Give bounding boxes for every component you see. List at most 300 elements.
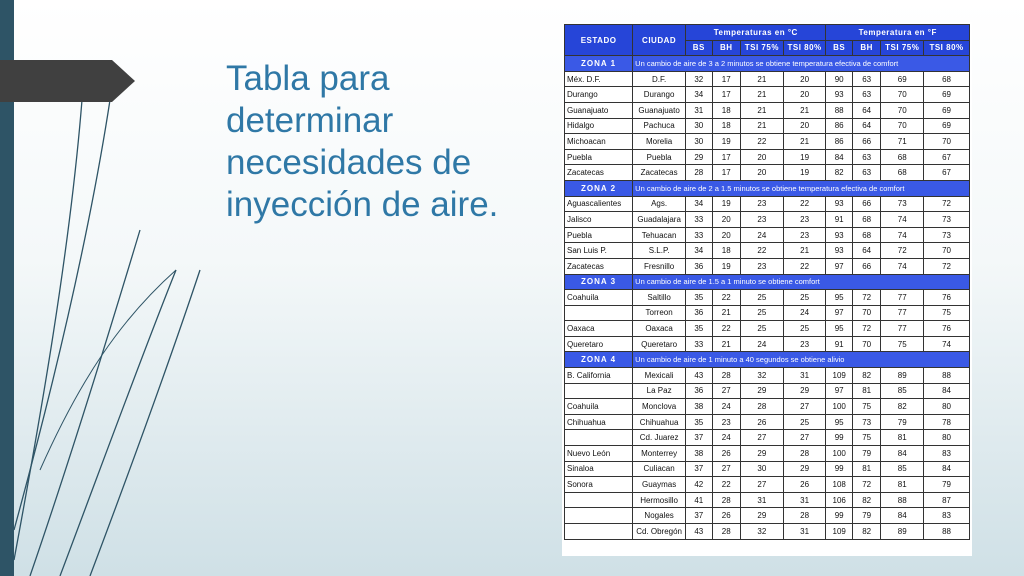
- value-cell: 72: [852, 290, 880, 306]
- estado-cell: Oaxaca: [565, 321, 633, 337]
- ciudad-cell: Zacatecas: [633, 165, 686, 181]
- value-cell: 79: [852, 508, 880, 524]
- table-row: [565, 118, 970, 134]
- value-cell: 33: [686, 212, 712, 228]
- value-cell: 22: [783, 196, 826, 212]
- value-cell: 69: [924, 87, 970, 103]
- value-cell: 35: [686, 414, 712, 430]
- table-row: [565, 87, 970, 103]
- value-cell: 21: [783, 134, 826, 150]
- table-row: [565, 258, 970, 274]
- estado-cell: [565, 383, 633, 399]
- estado-cell: Chihuahua: [565, 414, 633, 430]
- zone-description: Un cambio de aire de 1 minuto a 40 segundos se obtiene alivio: [633, 352, 970, 368]
- value-cell: 29: [686, 149, 712, 165]
- value-cell: 68: [852, 212, 880, 228]
- ciudad-cell: Morelia: [633, 134, 686, 150]
- estado-cell: Queretaro: [565, 336, 633, 352]
- value-cell: 35: [686, 321, 712, 337]
- value-cell: 27: [783, 399, 826, 415]
- value-cell: 74: [881, 227, 924, 243]
- value-cell: 32: [686, 71, 712, 87]
- ciudad-cell: Cd. Obregón: [633, 524, 686, 540]
- value-cell: 68: [924, 71, 970, 87]
- value-cell: 26: [712, 508, 740, 524]
- value-cell: 93: [826, 196, 852, 212]
- value-cell: 20: [783, 118, 826, 134]
- value-cell: 18: [712, 102, 740, 118]
- value-cell: 85: [881, 461, 924, 477]
- zone-description: Un cambio de aire de 2 a 1.5 minutos se obtiene temperatura efectiva de comfort: [633, 180, 970, 196]
- value-cell: 86: [826, 134, 852, 150]
- value-cell: 43: [686, 368, 712, 384]
- subheader-cell: TSI 75%: [741, 40, 784, 56]
- value-cell: 89: [881, 524, 924, 540]
- value-cell: 19: [712, 196, 740, 212]
- value-cell: 23: [783, 336, 826, 352]
- value-cell: 25: [741, 290, 784, 306]
- value-cell: 70: [881, 87, 924, 103]
- ciudad-cell: D.F.: [633, 71, 686, 87]
- value-cell: 29: [783, 383, 826, 399]
- estado-cell: Puebla: [565, 149, 633, 165]
- table-row: [565, 399, 970, 415]
- value-cell: 79: [924, 477, 970, 493]
- ciudad-cell: Guadalajara: [633, 212, 686, 228]
- value-cell: 74: [881, 258, 924, 274]
- zone-row: [565, 180, 970, 196]
- value-cell: 76: [924, 290, 970, 306]
- value-cell: 32: [741, 524, 784, 540]
- ciudad-cell: Tehuacan: [633, 227, 686, 243]
- value-cell: 37: [686, 461, 712, 477]
- value-cell: 21: [712, 336, 740, 352]
- value-cell: 25: [783, 414, 826, 430]
- value-cell: 34: [686, 196, 712, 212]
- value-cell: 42: [686, 477, 712, 493]
- value-cell: 38: [686, 446, 712, 462]
- value-cell: 25: [783, 290, 826, 306]
- zone-row: [565, 274, 970, 290]
- value-cell: 20: [712, 212, 740, 228]
- value-cell: 97: [826, 305, 852, 321]
- value-cell: 73: [881, 196, 924, 212]
- value-cell: 69: [881, 71, 924, 87]
- value-cell: 89: [881, 368, 924, 384]
- estado-cell: Guanajuato: [565, 102, 633, 118]
- value-cell: 77: [881, 321, 924, 337]
- table-row: [565, 165, 970, 181]
- value-cell: 97: [826, 383, 852, 399]
- estado-cell: Michoacan: [565, 134, 633, 150]
- value-cell: 100: [826, 446, 852, 462]
- value-cell: 20: [712, 227, 740, 243]
- value-cell: 73: [924, 212, 970, 228]
- value-cell: 71: [881, 134, 924, 150]
- value-cell: 108: [826, 477, 852, 493]
- table-row: [565, 508, 970, 524]
- estado-cell: San Luis P.: [565, 243, 633, 259]
- table-row: [565, 414, 970, 430]
- value-cell: 36: [686, 305, 712, 321]
- ciudad-cell: La Paz: [633, 383, 686, 399]
- value-cell: 22: [783, 258, 826, 274]
- value-cell: 37: [686, 508, 712, 524]
- subheader-cell: TSI 75%: [881, 40, 924, 56]
- value-cell: 25: [741, 321, 784, 337]
- value-cell: 20: [783, 71, 826, 87]
- value-cell: 73: [852, 414, 880, 430]
- value-cell: 27: [712, 461, 740, 477]
- value-cell: 35: [686, 290, 712, 306]
- table-row: [565, 102, 970, 118]
- value-cell: 80: [924, 430, 970, 446]
- ciudad-cell: Culiacan: [633, 461, 686, 477]
- value-cell: 27: [712, 383, 740, 399]
- value-cell: 93: [826, 243, 852, 259]
- value-cell: 76: [924, 321, 970, 337]
- value-cell: 18: [712, 243, 740, 259]
- value-cell: 27: [783, 430, 826, 446]
- value-cell: 63: [852, 87, 880, 103]
- zone-label: ZONA 3: [565, 274, 633, 290]
- value-cell: 70: [881, 118, 924, 134]
- value-cell: 27: [741, 430, 784, 446]
- estado-cell: Sonora: [565, 477, 633, 493]
- table-row: [565, 243, 970, 259]
- value-cell: 41: [686, 492, 712, 508]
- value-cell: 68: [881, 165, 924, 181]
- value-cell: 23: [741, 258, 784, 274]
- estado-cell: Zacatecas: [565, 258, 633, 274]
- value-cell: 91: [826, 336, 852, 352]
- value-cell: 19: [712, 134, 740, 150]
- slide-title: Tabla para determinar necesidades de inyección de aire.: [226, 59, 499, 224]
- value-cell: 109: [826, 368, 852, 384]
- value-cell: 75: [852, 430, 880, 446]
- value-cell: 64: [852, 118, 880, 134]
- value-cell: 68: [852, 227, 880, 243]
- value-cell: 28: [712, 368, 740, 384]
- estado-cell: Nuevo León: [565, 446, 633, 462]
- value-cell: 31: [686, 102, 712, 118]
- value-cell: 29: [783, 461, 826, 477]
- value-cell: 79: [881, 414, 924, 430]
- subheader-cell: BH: [712, 40, 740, 56]
- value-cell: 77: [881, 290, 924, 306]
- value-cell: 72: [924, 196, 970, 212]
- value-cell: 28: [783, 508, 826, 524]
- estado-cell: Hidalgo: [565, 118, 633, 134]
- value-cell: 21: [783, 102, 826, 118]
- ciudad-cell: Durango: [633, 87, 686, 103]
- value-cell: 26: [741, 414, 784, 430]
- estado-cell: [565, 430, 633, 446]
- ciudad-cell: S.L.P.: [633, 243, 686, 259]
- value-cell: 75: [881, 336, 924, 352]
- value-cell: 80: [924, 399, 970, 415]
- value-cell: 24: [741, 227, 784, 243]
- value-cell: 109: [826, 524, 852, 540]
- value-cell: 28: [712, 492, 740, 508]
- estado-cell: Sinaloa: [565, 461, 633, 477]
- value-cell: 36: [686, 258, 712, 274]
- value-cell: 68: [881, 149, 924, 165]
- value-cell: 84: [924, 461, 970, 477]
- value-cell: 82: [881, 399, 924, 415]
- value-cell: 26: [712, 446, 740, 462]
- value-cell: 84: [924, 383, 970, 399]
- estado-cell: [565, 305, 633, 321]
- ciudad-cell: Monterrey: [633, 446, 686, 462]
- ciudad-cell: Mexicali: [633, 368, 686, 384]
- estado-cell: Coahuila: [565, 399, 633, 415]
- value-cell: 83: [924, 446, 970, 462]
- value-cell: 90: [826, 71, 852, 87]
- value-cell: 38: [686, 399, 712, 415]
- value-cell: 100: [826, 399, 852, 415]
- value-cell: 24: [712, 430, 740, 446]
- value-cell: 29: [741, 508, 784, 524]
- value-cell: 20: [741, 165, 784, 181]
- value-cell: 99: [826, 508, 852, 524]
- value-cell: 24: [741, 336, 784, 352]
- table-row: [565, 134, 970, 150]
- ciudad-cell: Guaymas: [633, 477, 686, 493]
- ciudad-cell: Torreon: [633, 305, 686, 321]
- value-cell: 99: [826, 430, 852, 446]
- table-header-row: [565, 25, 970, 41]
- estado-cell: [565, 508, 633, 524]
- estado-cell: B. California: [565, 368, 633, 384]
- value-cell: 25: [783, 321, 826, 337]
- value-cell: 84: [826, 149, 852, 165]
- value-cell: 67: [924, 149, 970, 165]
- value-cell: 28: [686, 165, 712, 181]
- value-cell: 66: [852, 134, 880, 150]
- value-cell: 17: [712, 149, 740, 165]
- value-cell: 25: [741, 305, 784, 321]
- value-cell: 88: [881, 492, 924, 508]
- value-cell: 29: [741, 446, 784, 462]
- value-cell: 23: [783, 227, 826, 243]
- ciudad-cell: Queretaro: [633, 336, 686, 352]
- value-cell: 69: [924, 118, 970, 134]
- value-cell: 23: [712, 414, 740, 430]
- value-cell: 88: [924, 368, 970, 384]
- value-cell: 22: [712, 290, 740, 306]
- ciudad-cell: Saltillo: [633, 290, 686, 306]
- estado-cell: Méx. D.F.: [565, 71, 633, 87]
- subheader-cell: BS: [686, 40, 712, 56]
- value-cell: 26: [783, 477, 826, 493]
- estado-cell: Coahuila: [565, 290, 633, 306]
- table-row: [565, 71, 970, 87]
- ciudad-cell: Guanajuato: [633, 102, 686, 118]
- value-cell: 21: [712, 305, 740, 321]
- table-row: [565, 524, 970, 540]
- table-row: [565, 446, 970, 462]
- value-cell: 31: [741, 492, 784, 508]
- value-cell: 43: [686, 524, 712, 540]
- ciudad-cell: Ags.: [633, 196, 686, 212]
- value-cell: 72: [881, 243, 924, 259]
- value-cell: 78: [924, 414, 970, 430]
- subheader-cell: TSI 80%: [924, 40, 970, 56]
- table-row: [565, 368, 970, 384]
- estado-cell: Aguascalientes: [565, 196, 633, 212]
- value-cell: 81: [881, 477, 924, 493]
- value-cell: 21: [783, 243, 826, 259]
- value-cell: 70: [881, 102, 924, 118]
- table-row: [565, 383, 970, 399]
- value-cell: 17: [712, 71, 740, 87]
- value-cell: 95: [826, 321, 852, 337]
- value-cell: 28: [712, 524, 740, 540]
- value-cell: 21: [741, 102, 784, 118]
- value-cell: 97: [826, 258, 852, 274]
- zone-label: ZONA 2: [565, 180, 633, 196]
- value-cell: 22: [741, 243, 784, 259]
- table-row: [565, 461, 970, 477]
- value-cell: 24: [712, 399, 740, 415]
- estado-cell: [565, 524, 633, 540]
- value-cell: 79: [852, 446, 880, 462]
- value-cell: 21: [741, 118, 784, 134]
- value-cell: 70: [924, 134, 970, 150]
- ciudad-cell: Oaxaca: [633, 321, 686, 337]
- value-cell: 22: [741, 134, 784, 150]
- value-cell: 28: [741, 399, 784, 415]
- value-cell: 93: [826, 87, 852, 103]
- table-row: [565, 430, 970, 446]
- value-cell: 34: [686, 87, 712, 103]
- value-cell: 86: [826, 118, 852, 134]
- title-tab-marker: [0, 60, 135, 102]
- value-cell: 23: [783, 212, 826, 228]
- value-cell: 19: [783, 149, 826, 165]
- zone-description: Un cambio de aire de 3 a 2 minutos se obtiene temperatura efectiva de comfort: [633, 56, 970, 72]
- value-cell: 85: [881, 383, 924, 399]
- value-cell: 106: [826, 492, 852, 508]
- value-cell: 20: [741, 149, 784, 165]
- value-cell: 19: [712, 258, 740, 274]
- value-cell: 34: [686, 243, 712, 259]
- value-cell: 93: [826, 227, 852, 243]
- value-cell: 91: [826, 212, 852, 228]
- value-cell: 84: [881, 446, 924, 462]
- estado-cell: Jalisco: [565, 212, 633, 228]
- value-cell: 67: [924, 165, 970, 181]
- value-cell: 37: [686, 430, 712, 446]
- value-cell: 21: [741, 87, 784, 103]
- value-cell: 99: [826, 461, 852, 477]
- zone-description: Un cambio de aire de 1.5 a 1 minuto se obtiene comfort: [633, 274, 970, 290]
- value-cell: 77: [881, 305, 924, 321]
- value-cell: 22: [712, 477, 740, 493]
- value-cell: 33: [686, 227, 712, 243]
- subheader-cell: BH: [852, 40, 880, 56]
- estado-cell: Puebla: [565, 227, 633, 243]
- ciudad-cell: Puebla: [633, 149, 686, 165]
- table-row: [565, 305, 970, 321]
- table-row: [565, 321, 970, 337]
- value-cell: 95: [826, 414, 852, 430]
- value-cell: 31: [783, 524, 826, 540]
- header-fahrenheit-group: Temperatura en °F: [826, 25, 970, 41]
- ciudad-cell: Hermosillo: [633, 492, 686, 508]
- header-celsius-group: Temperaturas en °C: [686, 25, 826, 41]
- value-cell: 70: [852, 336, 880, 352]
- value-cell: 75: [924, 305, 970, 321]
- value-cell: 75: [852, 399, 880, 415]
- zone-row: [565, 352, 970, 368]
- value-cell: 36: [686, 383, 712, 399]
- value-cell: 21: [741, 71, 784, 87]
- value-cell: 32: [741, 368, 784, 384]
- value-cell: 29: [741, 383, 784, 399]
- value-cell: 18: [712, 118, 740, 134]
- zone-row: [565, 56, 970, 72]
- table-row: [565, 290, 970, 306]
- value-cell: 88: [924, 524, 970, 540]
- estado-cell: [565, 492, 633, 508]
- ciudad-cell: Pachuca: [633, 118, 686, 134]
- value-cell: 72: [852, 321, 880, 337]
- value-cell: 69: [924, 102, 970, 118]
- table-body: [565, 56, 970, 539]
- value-cell: 82: [852, 524, 880, 540]
- estado-cell: Zacatecas: [565, 165, 633, 181]
- value-cell: 66: [852, 258, 880, 274]
- value-cell: 81: [852, 383, 880, 399]
- header-ciudad: CIUDAD: [633, 25, 686, 56]
- value-cell: 88: [826, 102, 852, 118]
- table-row: [565, 196, 970, 212]
- ciudad-cell: Fresnillo: [633, 258, 686, 274]
- value-cell: 17: [712, 87, 740, 103]
- value-cell: 22: [712, 321, 740, 337]
- value-cell: 82: [852, 368, 880, 384]
- value-cell: 81: [881, 430, 924, 446]
- value-cell: 81: [852, 461, 880, 477]
- ciudad-cell: Chihuahua: [633, 414, 686, 430]
- value-cell: 82: [852, 492, 880, 508]
- value-cell: 64: [852, 243, 880, 259]
- value-cell: 30: [741, 461, 784, 477]
- value-cell: 70: [852, 305, 880, 321]
- zone-label: ZONA 4: [565, 352, 633, 368]
- value-cell: 84: [881, 508, 924, 524]
- estado-cell: Durango: [565, 87, 633, 103]
- value-cell: 31: [783, 492, 826, 508]
- value-cell: 74: [881, 212, 924, 228]
- table-row: [565, 212, 970, 228]
- table-row: [565, 336, 970, 352]
- table-row: [565, 492, 970, 508]
- table-row: [565, 227, 970, 243]
- value-cell: 72: [852, 477, 880, 493]
- ciudad-cell: Monclova: [633, 399, 686, 415]
- ciudad-cell: Cd. Juarez: [633, 430, 686, 446]
- value-cell: 24: [783, 305, 826, 321]
- value-cell: 19: [783, 165, 826, 181]
- value-cell: 73: [924, 227, 970, 243]
- table-row: [565, 477, 970, 493]
- value-cell: 74: [924, 336, 970, 352]
- value-cell: 63: [852, 165, 880, 181]
- value-cell: 82: [826, 165, 852, 181]
